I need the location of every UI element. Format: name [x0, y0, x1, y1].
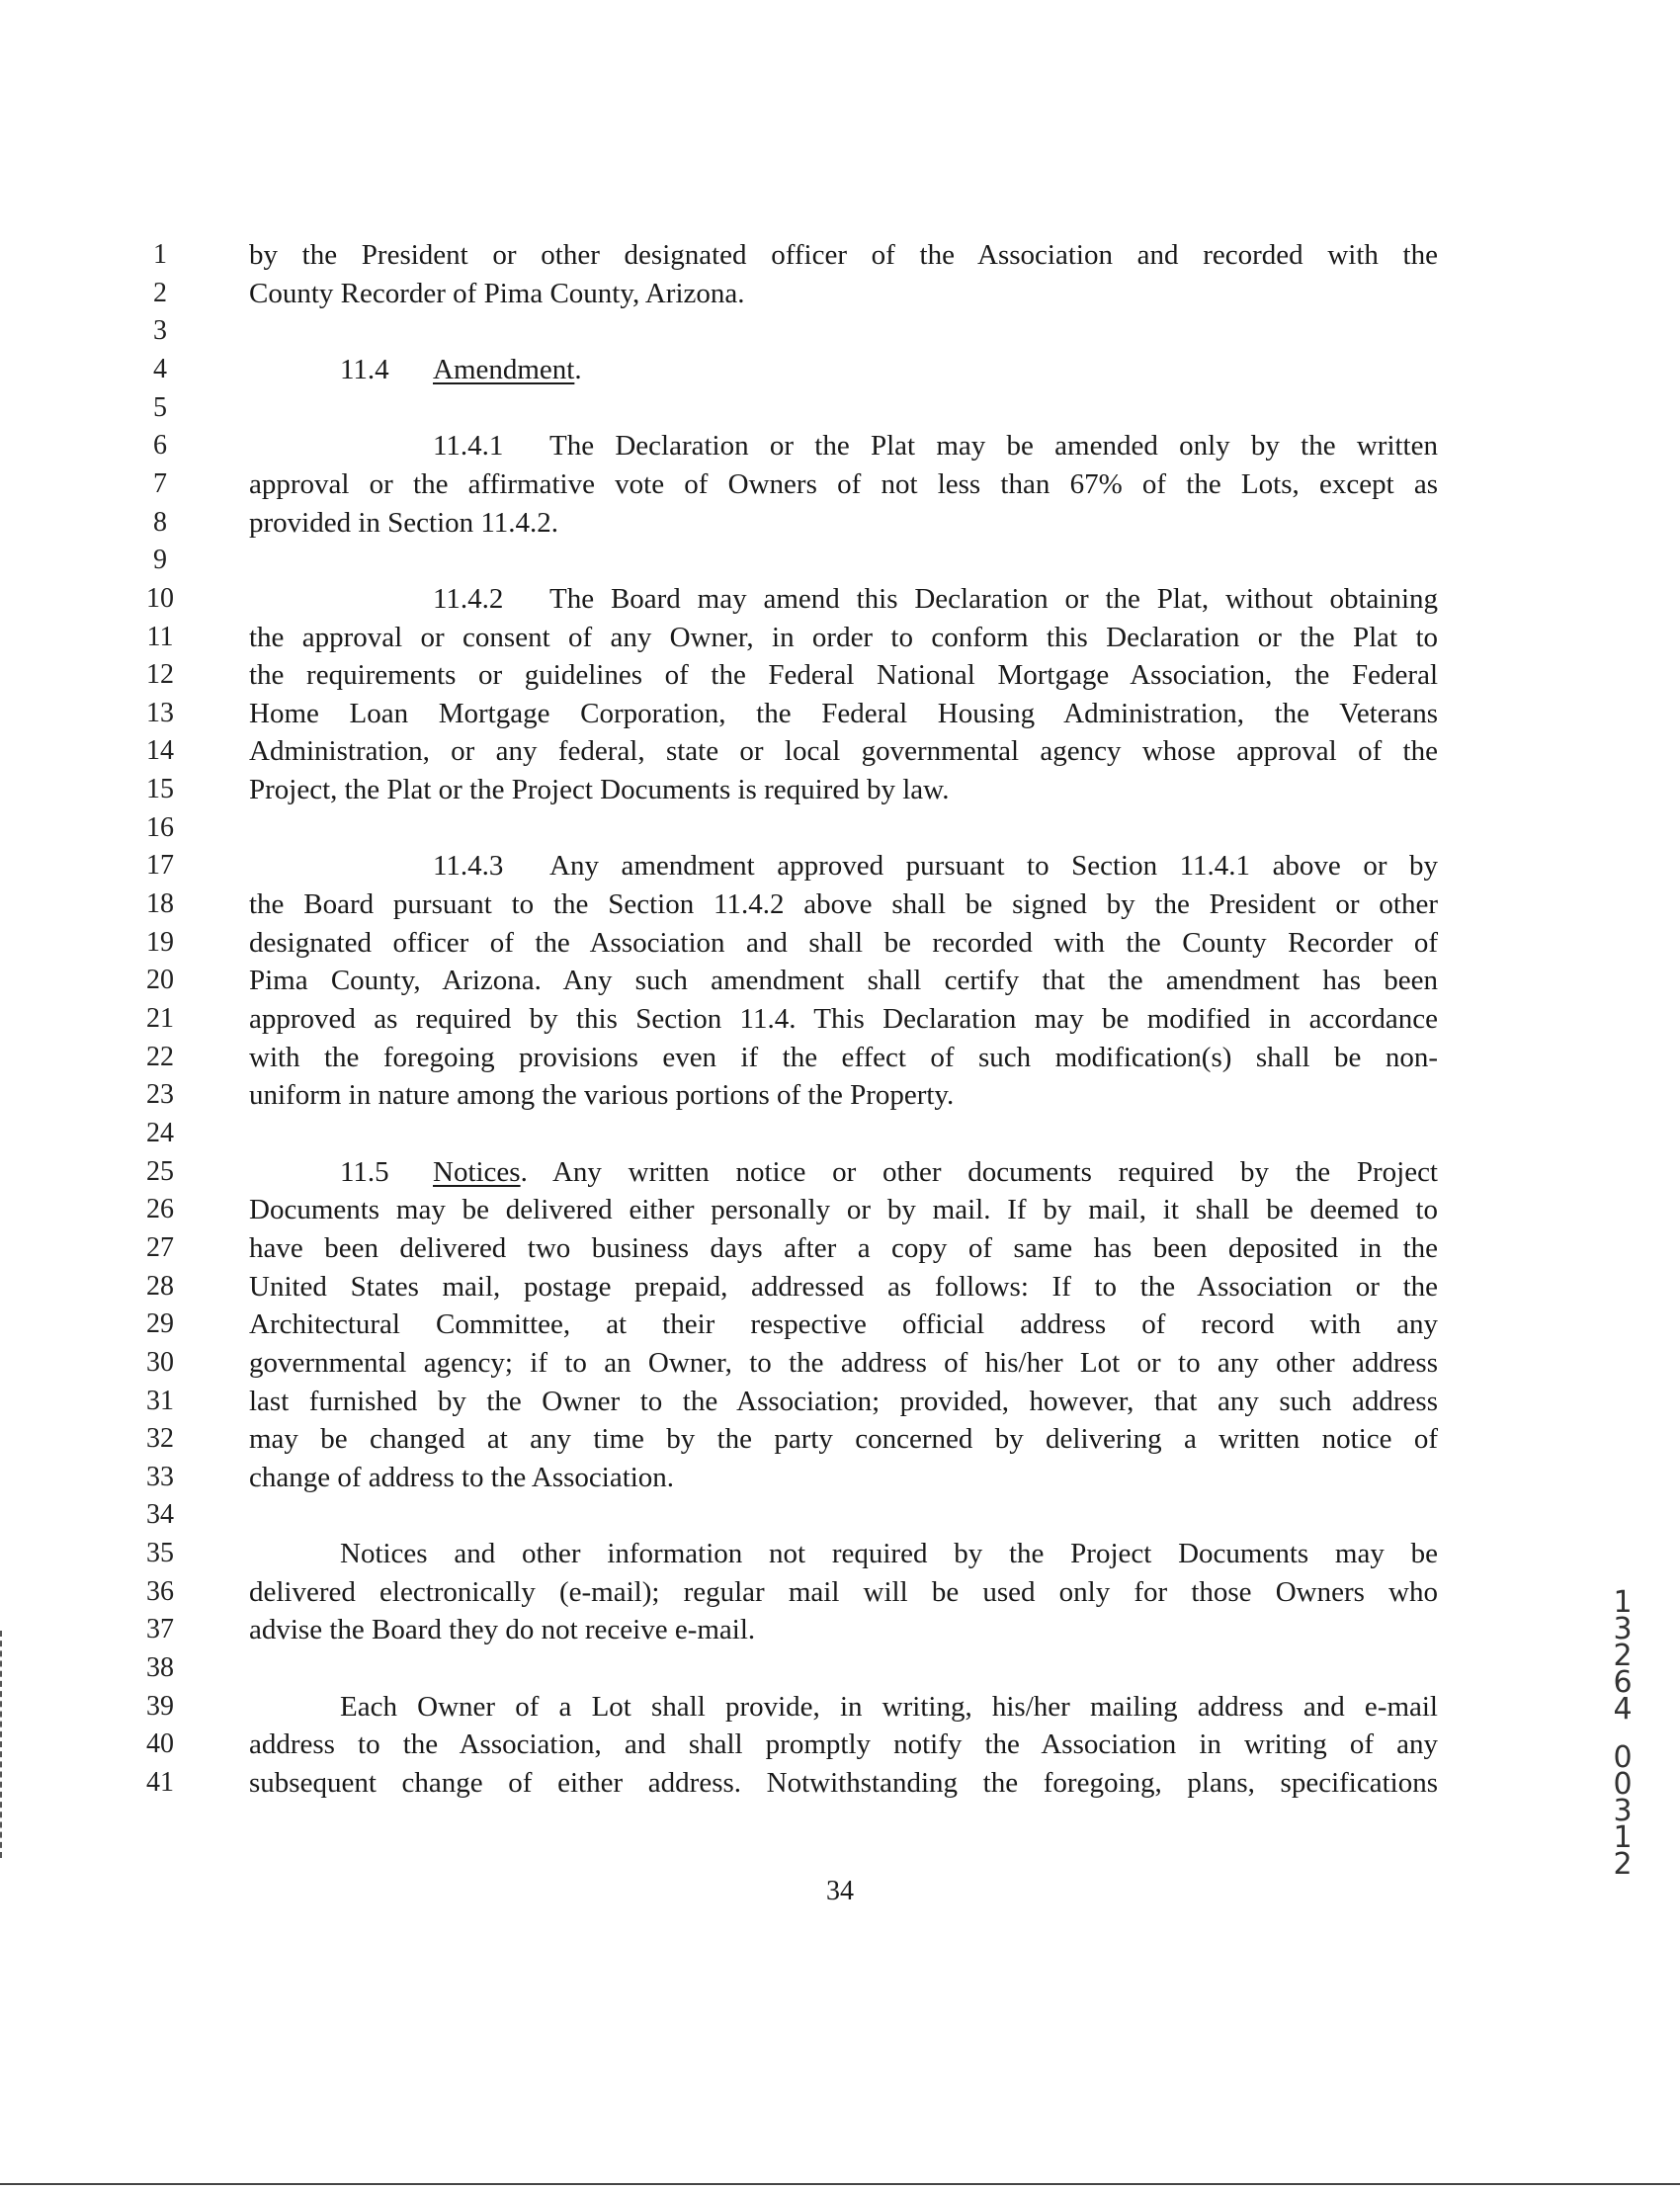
line-number: 16	[146, 811, 174, 843]
line-number: 14	[146, 735, 174, 767]
line-number: 11	[146, 621, 174, 652]
stamp-digit: 0	[1613, 1740, 1633, 1775]
section-text: .	[574, 353, 582, 385]
line-text: Home Loan Mortgage Corporation, the Federal Housing Administration, the Veterans	[249, 697, 1438, 729]
stamp-digit: 0	[1613, 1767, 1633, 1802]
text-line	[0, 1420, 1680, 1459]
text-line	[0, 465, 1680, 504]
line-text: the requirements or guidelines of the Federal National Mortgage Association, the Federal	[249, 659, 1438, 692]
text-line	[0, 312, 1680, 351]
line-number: 3	[153, 315, 167, 347]
subsection-number: 11.4.2	[433, 582, 504, 615]
text-line	[0, 1306, 1680, 1344]
line-number: 24	[146, 1117, 174, 1148]
text-line	[0, 1459, 1680, 1497]
line-text: uniform in nature among the various portions of the Property.	[249, 1079, 955, 1112]
line-number: 23	[146, 1079, 174, 1111]
line-text	[433, 847, 1438, 885]
line-number: 21	[146, 1003, 174, 1034]
text-line	[0, 275, 1680, 313]
line-number: 39	[146, 1690, 174, 1722]
text-line	[0, 504, 1680, 543]
section-heading: Notices	[433, 1155, 521, 1188]
line-text: delivered electronically (e-mail); regular mail will be used only for those Owners who	[249, 1575, 1438, 1608]
subsection-number: 11.4.3	[433, 850, 504, 883]
text-line	[0, 656, 1680, 695]
line-number: 2	[153, 277, 167, 308]
line-text: Each Owner of a Lot shall provide, in writing, his/her mailing address and e-mail	[340, 1690, 1438, 1723]
subsection-text: The Board may amend this Declaration or the Plat, without obtaining	[549, 582, 1438, 615]
page-number: 34	[826, 1876, 854, 1906]
line-number: 29	[146, 1308, 174, 1340]
line-number: 15	[146, 774, 174, 805]
line-text	[340, 351, 1438, 389]
line-text: may be changed at any time by the party concerned by delivering a written notice of	[249, 1423, 1438, 1456]
text-line	[0, 1726, 1680, 1764]
line-text	[433, 427, 1438, 465]
stamp-digit: 2	[1613, 1639, 1633, 1673]
text-line	[0, 809, 1680, 848]
line-number: 37	[146, 1614, 174, 1645]
line-number: 25	[146, 1155, 174, 1187]
line-text: Documents may be delivered either personally or by mail. If by mail, it shall be deemed to	[249, 1194, 1438, 1226]
text-line	[0, 771, 1680, 809]
text-line	[0, 1649, 1680, 1688]
text-line	[0, 1039, 1680, 1077]
section-number: 11.4	[340, 353, 389, 385]
line-number: 32	[146, 1423, 174, 1455]
text-line	[0, 1573, 1680, 1612]
text-line	[0, 1153, 1680, 1192]
stamp-digit: 1	[1613, 1585, 1633, 1620]
line-text: United States mail, postage prepaid, addressed as follows: If to the Association or the	[249, 1270, 1438, 1303]
line-text: Administration, or any federal, state or local governmental agency whose approval of the	[249, 735, 1438, 768]
section-heading: Amendment	[433, 353, 575, 385]
text-line	[0, 924, 1680, 963]
line-number: 18	[146, 888, 174, 920]
line-number: 6	[153, 430, 167, 462]
text-line	[0, 847, 1680, 885]
stamp-digit: 2	[1613, 1847, 1633, 1882]
text-line	[0, 1535, 1680, 1573]
line-number: 38	[146, 1652, 174, 1684]
stamp-digit: 1	[1613, 1820, 1633, 1855]
text-line	[0, 1191, 1680, 1229]
line-number: 20	[146, 965, 174, 996]
text-line	[0, 695, 1680, 733]
line-number: 40	[146, 1728, 174, 1760]
stamp-digit: 6	[1613, 1665, 1633, 1700]
text-line	[0, 962, 1680, 1000]
line-number: 12	[146, 659, 174, 691]
line-text: designated officer of the Association and shall be recorded with the County Recorder of	[249, 926, 1438, 959]
line-number: 33	[146, 1461, 174, 1492]
line-text	[433, 580, 1438, 619]
text-line	[0, 1611, 1680, 1649]
scan-bottom-edge	[0, 2183, 1680, 2191]
stamp-digit: 3	[1613, 1612, 1633, 1646]
text-line	[0, 351, 1680, 389]
text-line	[0, 1688, 1680, 1727]
text-line	[0, 427, 1680, 465]
text-line	[0, 619, 1680, 657]
line-text: Pima County, Arizona. Any such amendment shall certify that the amendment has been	[249, 965, 1438, 997]
line-text: change of address to the Association.	[249, 1461, 675, 1493]
text-line	[0, 885, 1680, 924]
line-text: County Recorder of Pima County, Arizona.	[249, 277, 745, 309]
text-line	[0, 1268, 1680, 1306]
line-text	[340, 1153, 1438, 1192]
scan-edge-marks	[0, 1631, 6, 1858]
line-number: 13	[146, 697, 174, 728]
section-text: . Any written notice or other documents required by the Project	[520, 1155, 1438, 1188]
text-line	[0, 542, 1680, 580]
line-text: Project, the Plat or the Project Documents is required by law.	[249, 774, 950, 806]
text-line	[0, 732, 1680, 771]
line-text: approval or the affirmative vote of Owners of not less than 67% of the Lots, except as	[249, 467, 1438, 500]
line-number: 35	[146, 1538, 174, 1569]
line-number: 22	[146, 1041, 174, 1072]
stamp-digit: 4	[1613, 1692, 1633, 1727]
line-number: 1	[153, 239, 167, 270]
stamp-digit: 3	[1613, 1794, 1633, 1828]
line-text: with the foregoing provisions even if the effect of such modification(s) shall be non-	[249, 1041, 1438, 1073]
line-number: 28	[146, 1270, 174, 1302]
line-number: 7	[153, 467, 167, 499]
text-line	[0, 1000, 1680, 1039]
text-line	[0, 236, 1680, 275]
line-text: the approval or consent of any Owner, in order to conform this Declaration or the Plat to	[249, 621, 1438, 653]
text-line	[0, 580, 1680, 619]
line-text: Notices and other information not required by the Project Documents may be	[340, 1538, 1438, 1570]
subsection-text: The Declaration or the Plat may be amended only by the written	[549, 430, 1438, 463]
subsection-number: 11.4.1	[433, 430, 504, 463]
line-number: 17	[146, 850, 174, 882]
line-text: the Board pursuant to the Section 11.4.2 above shall be signed by the President or other	[249, 888, 1438, 921]
line-number: 31	[146, 1385, 174, 1416]
line-text: Architectural Committee, at their respective official address of record with any	[249, 1308, 1438, 1341]
line-text: provided in Section 11.4.2.	[249, 506, 559, 539]
text-line	[0, 389, 1680, 428]
line-number: 8	[153, 506, 167, 538]
subsection-text: Any amendment approved pursuant to Section 11.4.1 above or by	[549, 850, 1438, 883]
line-text: subsequent change of either address. Notwithstanding the foregoing, plans, specifications	[249, 1767, 1438, 1799]
line-number: 41	[146, 1767, 174, 1798]
line-number: 5	[153, 391, 167, 423]
line-number: 34	[146, 1499, 174, 1531]
line-text: last furnished by the Owner to the Association; provided, however, that any such address	[249, 1385, 1438, 1417]
line-text: advise the Board they do not receive e-mail.	[249, 1614, 756, 1646]
line-text: by the President or other designated officer of the Association and recorded with the	[249, 239, 1438, 271]
line-text: approved as required by this Section 11.4. This Declaration may be modified in accordance	[249, 1003, 1438, 1035]
text-line	[0, 1383, 1680, 1421]
text-line	[0, 1115, 1680, 1153]
text-line	[0, 1764, 1680, 1803]
line-number: 27	[146, 1231, 174, 1263]
line-number: 19	[146, 926, 174, 958]
line-text: address to the Association, and shall promptly notify the Association in writing of any	[249, 1728, 1438, 1761]
line-number: 9	[153, 545, 167, 576]
line-number: 10	[146, 582, 174, 614]
recording-stamp	[1603, 1585, 1642, 1882]
line-number: 4	[153, 353, 167, 384]
text-line	[0, 1229, 1680, 1268]
line-text: governmental agency; if to an Owner, to the address of his/her Lot or to any other address	[249, 1346, 1438, 1379]
text-line	[0, 1496, 1680, 1535]
text-line	[0, 1076, 1680, 1115]
section-number: 11.5	[340, 1155, 389, 1188]
line-number: 30	[146, 1346, 174, 1378]
text-line	[0, 1344, 1680, 1383]
line-number: 36	[146, 1575, 174, 1607]
line-text: have been delivered two business days after a copy of same has been deposited in the	[249, 1231, 1438, 1264]
line-number: 26	[146, 1194, 174, 1225]
